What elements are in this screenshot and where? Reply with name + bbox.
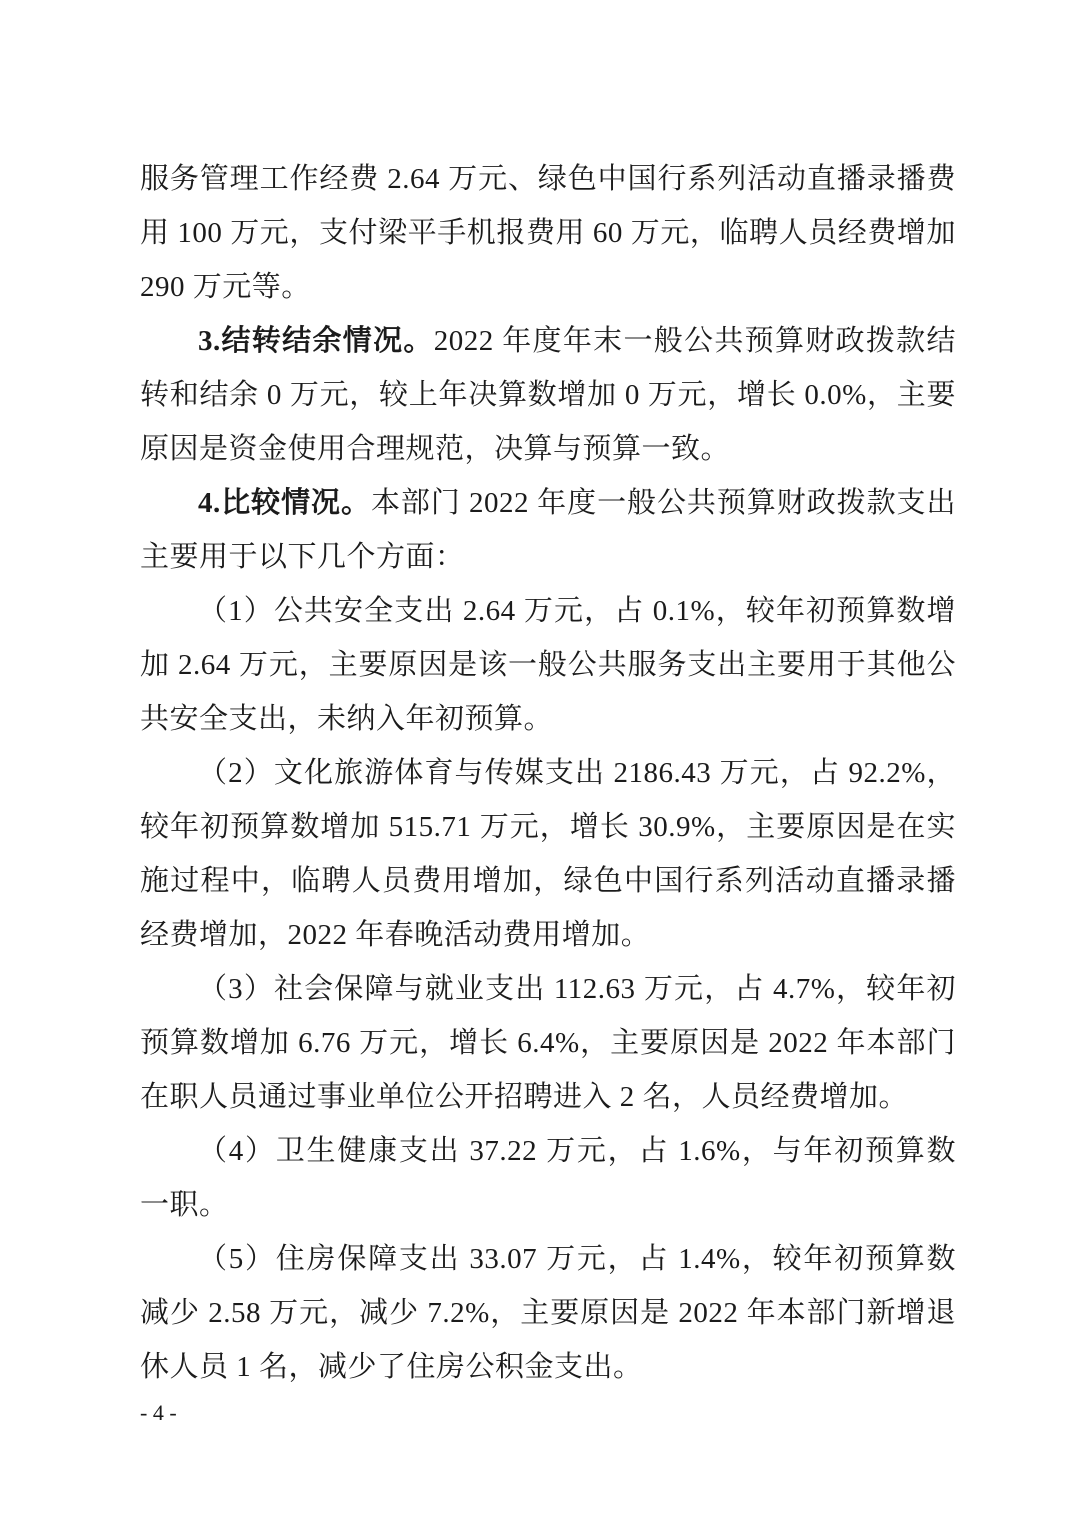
paragraph-section-4 — [140, 476, 956, 584]
paragraph-heading: 4.比较情况。 — [198, 487, 371, 519]
paragraph-heading: 3.结转结余情况。 — [198, 325, 434, 357]
paragraph-text: 本部门 2022 年度一般公共预算财政拨款支出主要用于以下几个方面： — [140, 487, 956, 573]
paragraph-item-4 — [140, 1124, 956, 1232]
paragraph-continuation — [140, 152, 956, 314]
paragraph-text: （2）文化旅游体育与传媒支出 2186.43 万元，占 92.2%，较年初预算数增加 515.71 万元，增长 30.9%，主要原因是在实施过程中，临聘人员费用增加，绿色中国行系列活动直播录播经费增加，2022 年春晚活动费用增加。 — [140, 757, 956, 951]
paragraph-text: （1）公共安全支出 2.64 万元，占 0.1%，较年初预算数增加 2.64 万元，主要原因是该一般公共服务支出主要用于其他公共安全支出，未纳入年初预算。 — [140, 595, 956, 735]
paragraph-item-3 — [140, 962, 956, 1124]
document-body — [140, 152, 956, 1394]
paragraph-item-5 — [140, 1232, 956, 1394]
paragraph-text: （4）卫生健康支出 37.22 万元，占 1.6%，与年初预算数一职。 — [140, 1135, 956, 1221]
page-number: - 4 - — [140, 1400, 177, 1425]
paragraph-text: （3）社会保障与就业支出 112.63 万元，占 4.7%，较年初预算数增加 6.76 万元，增长 6.4%，主要原因是 2022 年本部门在职人员通过事业单位公开招聘进入 2 名，人员经费增加。 — [140, 973, 956, 1113]
paragraph-item-1 — [140, 584, 956, 746]
page-footer — [140, 1398, 177, 1428]
paragraph-section-3 — [140, 314, 956, 476]
paragraph-text: 2022 年度年末一般公共预算财政拨款结转和结余 0 万元，较上年决算数增加 0 万元，增长 0.0%，主要原因是资金使用合理规范，决算与预算一致。 — [140, 325, 956, 465]
paragraph-item-2 — [140, 746, 956, 962]
paragraph-text: 服务管理工作经费 2.64 万元、绿色中国行系列活动直播录播费用 100 万元，支付梁平手机报费用 60 万元，临聘人员经费增加 290 万元等。 — [140, 163, 956, 303]
paragraph-text: （5）住房保障支出 33.07 万元，占 1.4%，较年初预算数减少 2.58 万元，减少 7.2%，主要原因是 2022 年本部门新增退休人员 1 名，减少了住房公积金支出。 — [140, 1243, 956, 1383]
